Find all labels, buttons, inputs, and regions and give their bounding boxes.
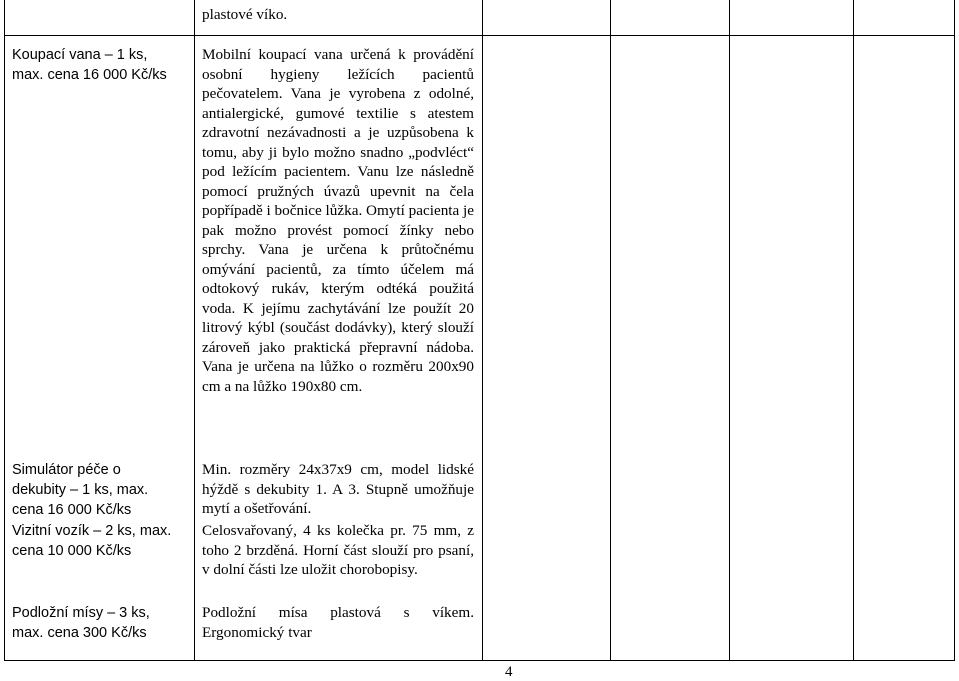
row-3-description: Celosvařovaný, 4 ks kolečka pr. 75 mm, z toho 2 brzděná. Horní část slouží pro psaní, v dolní části lze uložit chorobopisy.: [202, 522, 474, 578]
row-1-description: Mobilní koupací vana určená k provádění osobní hygieny ležících pacientů pečovatelem. Vana je vyrobena z odolné, antialergické, gumové textilie s atestem zdravotní nezávadnosti a je uzpůsobena k tomu, aby ji bylo možno snadno „podvléct“ pod ležícím pacientem. Vanu lze následně pomocí pružných úvazů upevnit na čela popřípadě i bočnice lůžka. Omytí pacienta je pak možno provést pomocí žínky nebo sprchy. Vana je určena k průtočnému omývání pacientů, za tímto účelem má odtokový rukáv, kterým odtéká použitá voda. K jejímu zachytávání lze použít 20 litrový kýbl (součást dodávky), který slouží zároveň jako praktická přepravní nádoba. Vana je určena na lůžko o rozměru 200x90 cm a na lůžko 190x80 cm.: [202, 46, 475, 395]
page-number: 4: [505, 664, 513, 680]
row-4-item-line-1: Podložní mísy – 3 ks,: [12, 605, 150, 621]
row-2-item: [12, 460, 190, 520]
row-0-description: plastové víko.: [202, 6, 288, 23]
row-2-description: Min. rozměry 24x37x9 cm, model lidské hýždě s dekubity 1. A 3. Stupně umožňuje mytí a ošetřování.: [202, 461, 474, 517]
row-1-item-line-1: Koupací vana – 1 ks,: [12, 47, 148, 63]
row-4-item: [12, 603, 190, 643]
row-2-item-line-2: dekubity – 1 ks, max.: [12, 482, 149, 498]
row-4-description: Podložní mísa plastová s víkem. Ergonomický tvar: [202, 604, 474, 641]
row-1-item-line-2: max. cena 16 000 Kč/ks: [12, 67, 167, 83]
row-2-item-line-3: cena 16 000 Kč/ks: [12, 502, 132, 518]
row-3-item-line-1: Vizitní vozík – 2 ks, max.: [12, 523, 172, 539]
row-3-item-line-2: cena 10 000 Kč/ks: [12, 543, 132, 559]
row-3-item: [12, 521, 190, 561]
row-4-item-line-2: max. cena 300 Kč/ks: [12, 625, 147, 641]
row-2-item-line-1: Simulátor péče o: [12, 462, 121, 478]
row-1-item: [12, 45, 190, 85]
